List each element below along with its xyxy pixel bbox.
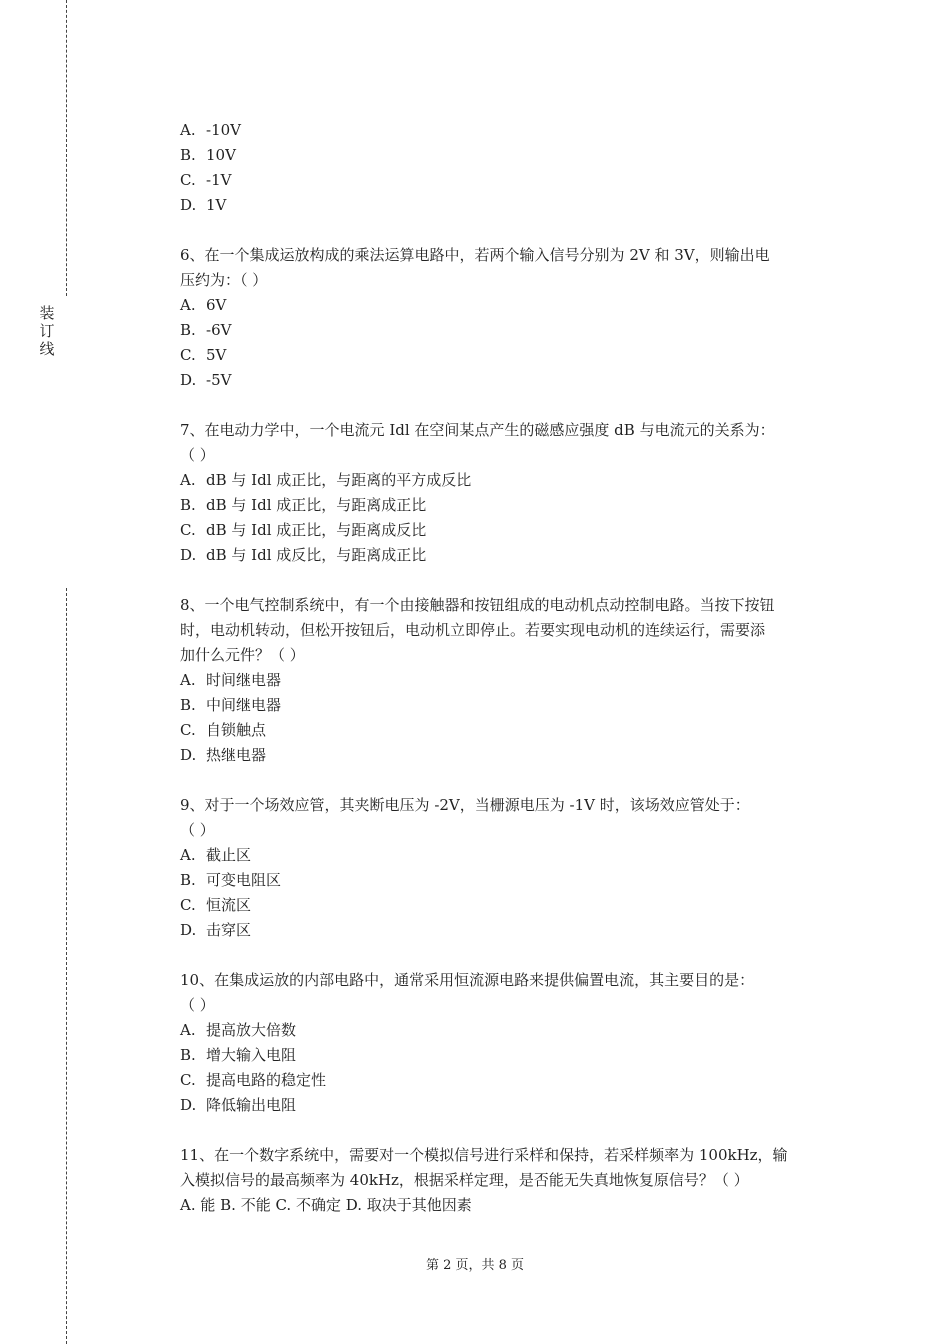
binding-char: 线 [39, 340, 55, 358]
binding-char: 装 [39, 304, 55, 322]
option-a: A. -10V [180, 121, 241, 139]
option-d: D. 热继电器 [180, 746, 267, 764]
option-b: B. dB 与 Idl 成正比，与距离成正比 [180, 496, 427, 514]
question-10 [180, 968, 840, 1118]
question-stem-line: 7、在电动力学中，一个电流元 Idl 在空间某点产生的磁感应强度 dB 与电流元的关系为： [180, 421, 775, 439]
option-d: D. 1V [180, 196, 227, 214]
option-c: C. dB 与 Idl 成正比，与距离成反比 [180, 521, 427, 539]
option-a: A. 提高放大倍数 [180, 1021, 297, 1039]
question-5-options [180, 118, 840, 218]
binding-line-bottom [66, 588, 67, 1344]
question-7 [180, 418, 840, 568]
option-d: D. 击穿区 [180, 921, 252, 939]
inline-options: A. 能 B. 不能 C. 不确定 D. 取决于其他因素 [180, 1196, 472, 1214]
question-stem-line: 入模拟信号的最高频率为 40kHz，根据采样定理，是否能无失真地恢复原信号？（ ） [180, 1171, 749, 1189]
page-number: 第 2 页，共 8 页 [425, 1258, 525, 1273]
option-a: A. dB 与 Idl 成正比，与距离的平方成反比 [180, 471, 472, 489]
question-stem-line: 11、在一个数字系统中，需要对一个模拟信号进行采样和保持，若采样频率为 100kHz，输 [180, 1146, 788, 1164]
question-9 [180, 793, 840, 943]
question-stem-line: 8、一个电气控制系统中，有一个由接触器和按钮组成的电动机点动控制电路。当按下按钮 [180, 596, 775, 614]
question-stem-line: 6、在一个集成运放构成的乘法运算电路中，若两个输入信号分别为 2V 和 3V，则输出电 [180, 246, 770, 264]
question-6 [180, 243, 840, 393]
option-a: A. 时间继电器 [180, 671, 282, 689]
option-d: D. dB 与 Idl 成反比，与距离成正比 [180, 546, 427, 564]
binding-line-top [66, 0, 67, 296]
question-stem-line: 9、对于一个场效应管，其夹断电压为 -2V，当栅源电压为 -1V 时，该场效应管处于： [180, 796, 750, 814]
option-b: B. 可变电阻区 [180, 871, 282, 889]
exam-content [180, 118, 840, 1218]
binding-label [38, 304, 56, 358]
option-c: C. 自锁触点 [180, 721, 267, 739]
question-stem-line: 10、在集成运放的内部电路中，通常采用恒流源电路来提供偏置电流，其主要目的是： [180, 971, 755, 989]
question-stem-line: 时，电动机转动，但松开按钮后，电动机立即停止。若要实现电动机的连续运行，需要添 [180, 621, 766, 639]
question-11 [180, 1143, 840, 1218]
option-b: B. 中间继电器 [180, 696, 282, 714]
option-c: C. -1V [180, 171, 232, 189]
option-d: D. -5V [180, 371, 232, 389]
option-a: A. 截止区 [180, 846, 252, 864]
option-d: D. 降低输出电阻 [180, 1096, 297, 1114]
question-stem-line: （ ） [180, 996, 215, 1014]
question-stem-line: 压约为：（ ） [180, 271, 268, 289]
option-a: A. 6V [180, 296, 227, 314]
question-8 [180, 593, 840, 768]
question-stem-line: 加什么元件？（ ） [180, 646, 305, 664]
question-stem-line: （ ） [180, 821, 215, 839]
question-stem-line: （ ） [180, 446, 215, 464]
option-c: C. 提高电路的稳定性 [180, 1071, 327, 1089]
option-b: B. 增大输入电阻 [180, 1046, 297, 1064]
option-c: C. 恒流区 [180, 896, 252, 914]
binding-char: 订 [39, 322, 55, 340]
option-b: B. 10V [180, 146, 236, 164]
option-b: B. -6V [180, 321, 232, 339]
option-c: C. 5V [180, 346, 227, 364]
